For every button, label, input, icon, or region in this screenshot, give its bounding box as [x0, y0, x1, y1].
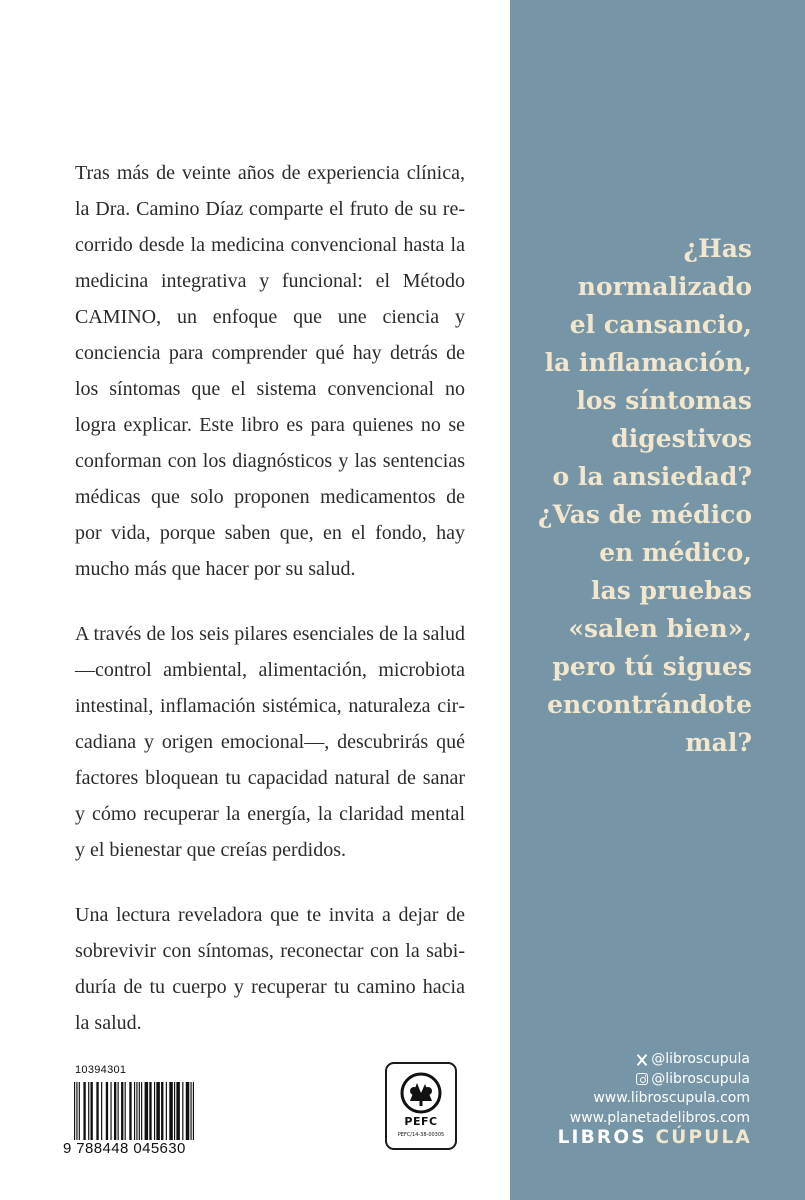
barcode-bar: [96, 1082, 98, 1140]
website-1: www.libroscupula.com: [593, 1090, 750, 1106]
barcode-bar: [106, 1082, 108, 1140]
barcode-bar: [129, 1082, 131, 1140]
question-line: los síntomas: [576, 386, 752, 415]
question-line: el cansancio,: [569, 310, 752, 339]
barcode-bar: [182, 1082, 183, 1140]
barcode-bar: [74, 1082, 75, 1140]
isbn-number: 9 788448 045630: [63, 1140, 186, 1157]
question-line: en médico,: [599, 538, 752, 567]
barcode-bar: [193, 1082, 194, 1140]
question-line: digestivos: [611, 424, 752, 453]
question-line: mal?: [685, 728, 752, 757]
synopsis: [75, 155, 465, 1070]
pefc-code: PEFC/14-38-00305: [397, 1132, 445, 1138]
barcode-bar: [88, 1082, 89, 1140]
barcode-bar: [83, 1082, 85, 1140]
barcode-bar: [110, 1082, 111, 1140]
barcode-bar: [139, 1082, 140, 1140]
barcode-bar: [169, 1082, 173, 1140]
instagram-link[interactable]: [570, 1070, 750, 1090]
barcode-bar: [186, 1082, 190, 1140]
cover-question: [512, 230, 752, 762]
website-link-1[interactable]: [570, 1089, 750, 1109]
barcode-bar: [149, 1082, 151, 1140]
question-line: encontrándote: [547, 690, 752, 719]
question-line: pero tú sigues: [552, 652, 752, 681]
pefc-tree-icon: [399, 1071, 443, 1115]
synopsis-paragraph-1: Tras más de veinte años de experiencia clínica, la Dra. Camino Díaz comparte el fruto de su recorrido desde la medicina convencional hasta la medicina integrativa y funcional: el Método CAMINO, un enfoque que une ciencia y conciencia para comprender qué hay detrás de los síntomas que el sistema convencional no logra explicar. Este libro es para quienes no se conforman con los diagnósticos y las sentencias médicas que solo proponen medicamentos de por vida, porque saben que, en el fondo, hay mucho más que hacer por su salud.: [75, 162, 465, 580]
pefc-badge: [385, 1062, 457, 1150]
barcode-bar: [101, 1082, 102, 1140]
barcode-bar: [145, 1082, 149, 1140]
question-line: «salen bien»,: [568, 614, 752, 643]
question-line: normalizado: [577, 272, 752, 301]
barcode-bar: [125, 1082, 126, 1140]
question-line: ¿Vas de médico: [537, 500, 752, 529]
barcode-bar: [166, 1082, 167, 1140]
barcode-bar: [161, 1082, 163, 1140]
barcode-bar: [141, 1082, 142, 1140]
barcode-bar: [76, 1082, 77, 1140]
barcode-bar: [79, 1082, 80, 1140]
isbn-barcode: [74, 1082, 194, 1140]
barcode-bar: [114, 1082, 116, 1140]
question-line: ¿Has: [683, 234, 752, 263]
barcode-bar: [176, 1082, 180, 1140]
barcode-bar: [156, 1082, 160, 1140]
synopsis-paragraph-3: Una lectura reveladora que te invita a dejar de sobrevivir con síntomas, reconectar con la sabiduría de tu cuerpo y recuperar tu camino hacia la salud.: [75, 904, 465, 1034]
publisher-word-1: LIBROS: [557, 1127, 647, 1148]
barcode-bar: [118, 1082, 119, 1140]
x-link[interactable]: [570, 1050, 750, 1070]
publisher-word-2: CÚPULA: [655, 1127, 752, 1148]
synopsis-paragraph-2: A través de los seis pilares esenciales de la salud —control ambiental, alimentación, microbiota intestinal, inflamación sistémica, naturaleza circadiana y origen emocional—, descubrirás qué factores bloquean tu capacidad natural de sanar y cómo recuperar la energía, la claridad mental y el bienestar que creías perdidos.: [75, 623, 465, 861]
pefc-label: PEFC: [404, 1115, 438, 1128]
barcode-bar: [121, 1082, 123, 1140]
question-line: la inflamación,: [544, 348, 752, 377]
question-line: o la ansiedad?: [552, 462, 752, 491]
website-link-2[interactable]: [570, 1109, 750, 1129]
social-links: [570, 1050, 750, 1128]
barcode-bar: [174, 1082, 175, 1140]
barcode-bar: [136, 1082, 137, 1140]
barcode-bar: [154, 1082, 155, 1140]
x-logo-icon: [636, 1054, 648, 1066]
instagram-icon: [636, 1073, 648, 1085]
website-2: www.planetadelibros.com: [569, 1109, 750, 1126]
barcode-bar: [190, 1082, 191, 1140]
barcode-bar: [90, 1082, 92, 1140]
x-handle: @libroscupula: [651, 1051, 750, 1067]
barcode-bar: [134, 1082, 135, 1140]
question-line: las pruebas: [591, 576, 752, 605]
instagram-handle: @libroscupula: [651, 1070, 750, 1087]
publisher-logo: [558, 1127, 752, 1148]
internal-code: 10394301: [75, 1064, 127, 1076]
